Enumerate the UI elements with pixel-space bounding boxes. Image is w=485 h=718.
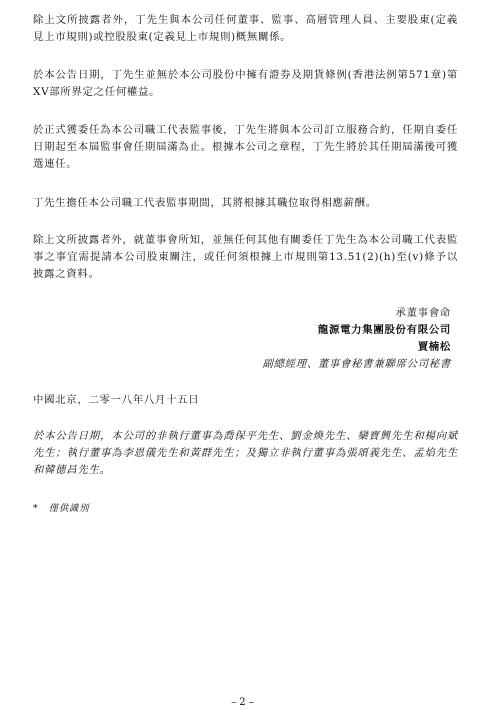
paragraph-service-contract: 於正式獲委任為本公司職工代表監事後，丁先生將與本公司訂立服務合約，任期自委任日期起至本屆監事會任期屆滿為止。根據本公司之章程，丁先生將於其任期屆滿後可獲選連任。 (33, 124, 458, 170)
paragraph-remuneration: 丁先生擔任本公司職工代表監事期間，其將根據其職位取得相應薪酬。 (33, 197, 377, 209)
board-composition: 於本公告日期，本公司的非執行董事為喬保平先生、劉金煥先生、欒寶興先生和楊向斌先生；執行董事為李恩儀先生和黃群先生；及獨立非執行董事為張頌義先生、孟焰先生和韓德昌先生。 (33, 430, 458, 476)
paragraph-interests: 於本公告日期，丁先生並無於本公司股份中擁有證券及期貨條例(香港法例第571章)第XV部所界定之任何權益。 (33, 69, 458, 98)
footnote: * 僅供識別 (33, 503, 90, 514)
paragraph-relationships: 除上文所披露者外，丁先生與本公司任何董事、監事、高層管理人員、主要股東(定義見上市規則)或控股股東(定義見上市規則)概無關係。 (33, 14, 458, 43)
signature-by-order: 承董事會命 (395, 307, 451, 319)
signature-company: 龍源電力集團股份有限公司 (317, 324, 451, 336)
paragraph-disclosure: 除上文所披露者外，就董事會所知，並無任何其他有關委任丁先生為本公司職工代表監事之事宜需提請本公司股東關注，或任何須根據上市規則第13.51(2)(h)至(v)條予以披露之資料。 (33, 234, 458, 280)
page-number: – 2 – (231, 697, 254, 708)
signature-title: 副總經理、董事會秘書兼聯席公司秘書 (262, 358, 451, 370)
signature-name: 賈楠松 (417, 341, 451, 353)
place-and-date: 中國北京，二零一八年八月十五日 (33, 394, 200, 406)
